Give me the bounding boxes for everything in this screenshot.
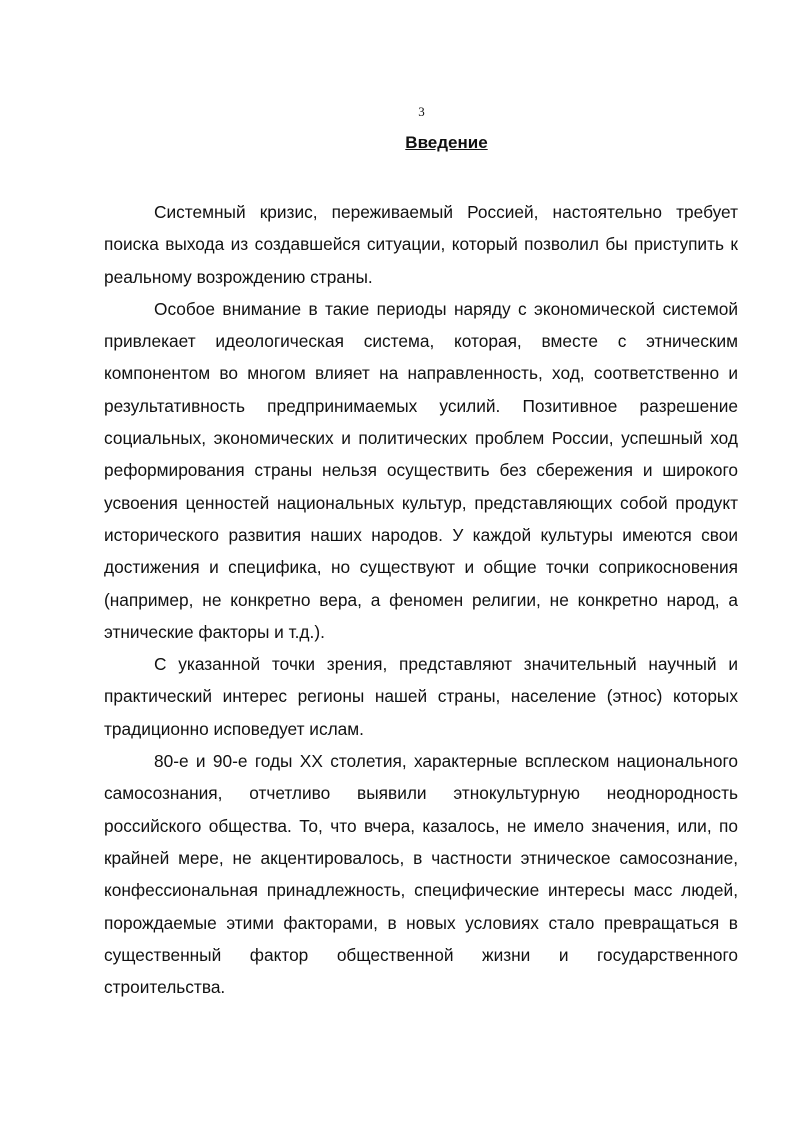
- paragraph-2: Особое внимание в такие периоды наряду с экономической системой привлекает идеологическая система, которая, вместе с этническим компонентом во многом влияет на направленность, ход, соответственно и результативность предпринимаемых усилий. Позитивное разрешение социальных, экономических и политических проблем России, успешный ход реформирования страны нельзя осуществить без сбережения и широкого усвоения ценностей национальных культур, представляющих собой продукт исторического развития наших народов. У каждой культуры имеются свои достижения и специфика, но существуют и общие точки соприкосновения (например, не конкретно вера, а феномен религии, не конкретно народ, а этнические факторы и т.д.).: [104, 298, 738, 642]
- body-text: [104, 196, 738, 1003]
- paragraph-4: 80-е и 90-е годы XX столетия, характерные всплеском национального самосознания, отчетливо выявили этнокультурную неоднородность российского общества. То, что вчера, казалось, не имело значения, или, по крайней мере, не акцентировалось, в частности этническое самосознание, конфессиональная принадлежность, специфические интересы масс людей, порождаемые этими факторами, в новых условиях стало превращаться в существенный фактор общественной жизни и государственного строительства.: [104, 751, 738, 998]
- paragraph-3: С указанной точки зрения, представляют значительный научный и практический интерес регионы нашей страны, население (этнос) которых традиционно исповедует ислам.: [104, 654, 738, 739]
- page-number: 3: [418, 104, 425, 119]
- paragraph-1: Системный кризис, переживаемый Россией, настоятельно требует поиска выхода из создавшейся ситуации, который позволил бы приступить к реальному возрождению страны.: [104, 202, 738, 287]
- page-title: Введение: [405, 133, 488, 152]
